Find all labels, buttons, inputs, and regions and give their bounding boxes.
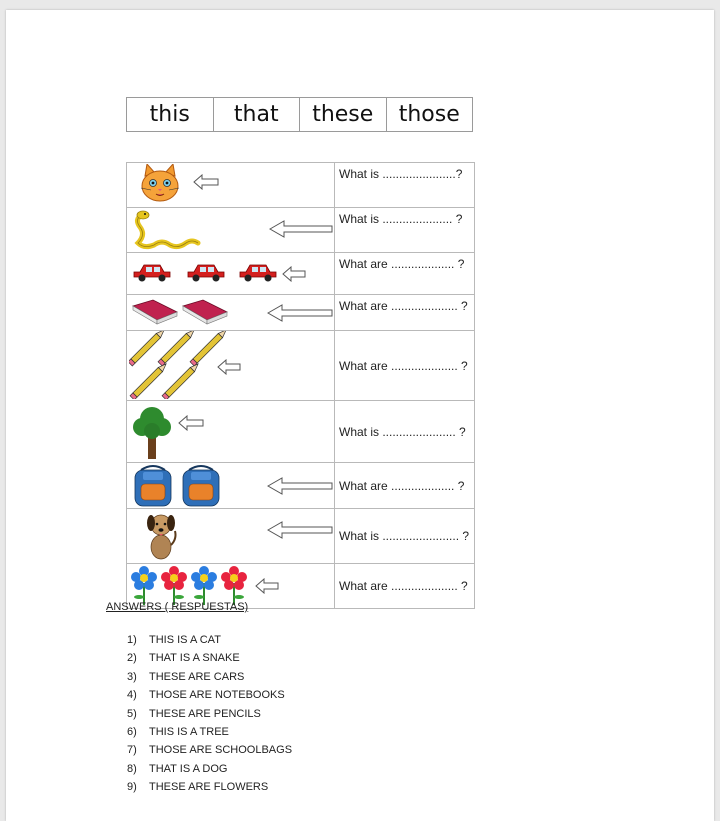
answer-number: 3) [127, 670, 137, 683]
answer-text: THESE ARE PENCILS [149, 707, 261, 720]
pencils-icon [129, 331, 229, 399]
word-bank [126, 97, 473, 132]
notebooks-icon [131, 298, 231, 326]
arrow-left-icon [217, 359, 241, 375]
question-cell: What are .................... ? [335, 331, 475, 401]
answer-number: 9) [127, 781, 137, 794]
list-item [127, 760, 292, 778]
word-that: that [214, 98, 301, 131]
question-cell: What is ....................... ? [335, 509, 475, 564]
word-this: this [127, 98, 214, 131]
table-row [127, 208, 475, 253]
dog-icon [143, 511, 179, 561]
picture-cell [127, 295, 335, 331]
answer-text: THESE ARE CARS [149, 670, 245, 683]
table-row [127, 331, 475, 401]
arrow-left-icon [193, 174, 219, 190]
word-those: those [398, 102, 460, 127]
schoolbags-icon [131, 464, 223, 508]
arrow-left-icon [282, 266, 306, 282]
cars-icon [132, 261, 282, 285]
answers-title: ANSWERS ( RESPUESTAS) [106, 601, 249, 613]
question-cell: What is ...................... ? [335, 401, 475, 463]
answer-number: 4) [127, 689, 137, 702]
list-item [127, 705, 292, 723]
picture-cell [127, 331, 335, 401]
table-row [127, 163, 475, 208]
answer-number: 7) [127, 744, 137, 757]
table-row [127, 463, 475, 509]
table-row [127, 401, 475, 463]
exercise-table [126, 162, 475, 609]
arrow-left-icon [269, 220, 333, 238]
picture-cell [127, 463, 335, 509]
picture-cell [127, 509, 335, 564]
list-item [127, 649, 292, 667]
cat-icon [135, 164, 185, 206]
question-cell: What is ......................? [335, 163, 475, 208]
answer-number: 5) [127, 707, 137, 720]
answer-text: THOSE ARE NOTEBOOKS [149, 689, 285, 702]
arrow-left-icon [267, 521, 333, 539]
question-cell: What is ..................... ? [335, 208, 475, 253]
answer-text: THAT IS A SNAKE [149, 652, 240, 665]
question-cell: What are .................... ? [335, 295, 475, 331]
answer-text: THIS IS A CAT [149, 634, 221, 646]
list-item [127, 723, 292, 741]
answer-text: THAT IS A DOG [149, 762, 228, 775]
list-item [127, 686, 292, 704]
list-item [127, 741, 292, 759]
answer-text: THIS IS A TREE [149, 725, 229, 738]
table-row [127, 295, 475, 331]
arrow-left-icon [267, 304, 333, 322]
table-row [127, 253, 475, 295]
answer-text: THOSE ARE SCHOOLBAGS [149, 744, 293, 757]
snake-icon [130, 209, 202, 251]
picture-cell [127, 163, 335, 208]
answer-number: 6) [127, 725, 137, 738]
answer-number: 8) [127, 762, 137, 775]
picture-cell [127, 253, 335, 295]
answers-list [127, 631, 292, 797]
arrow-left-icon [178, 415, 204, 431]
question-cell: What are .................... ? [335, 564, 475, 609]
tree-icon [132, 403, 172, 461]
list-item [127, 631, 292, 649]
answer-text: THESE ARE FLOWERS [149, 781, 269, 794]
answer-number: 1) [127, 634, 137, 646]
list-item [127, 778, 292, 796]
answer-number: 2) [127, 652, 137, 665]
list-item [127, 668, 292, 686]
picture-cell [127, 401, 335, 463]
question-cell: What are ................... ? [335, 253, 475, 295]
question-cell: What are ................... ? [335, 463, 475, 509]
table-row [127, 509, 475, 564]
picture-cell [127, 208, 335, 253]
arrow-left-icon [267, 477, 333, 495]
word-these: these [300, 98, 387, 131]
arrow-left-icon [255, 578, 279, 594]
